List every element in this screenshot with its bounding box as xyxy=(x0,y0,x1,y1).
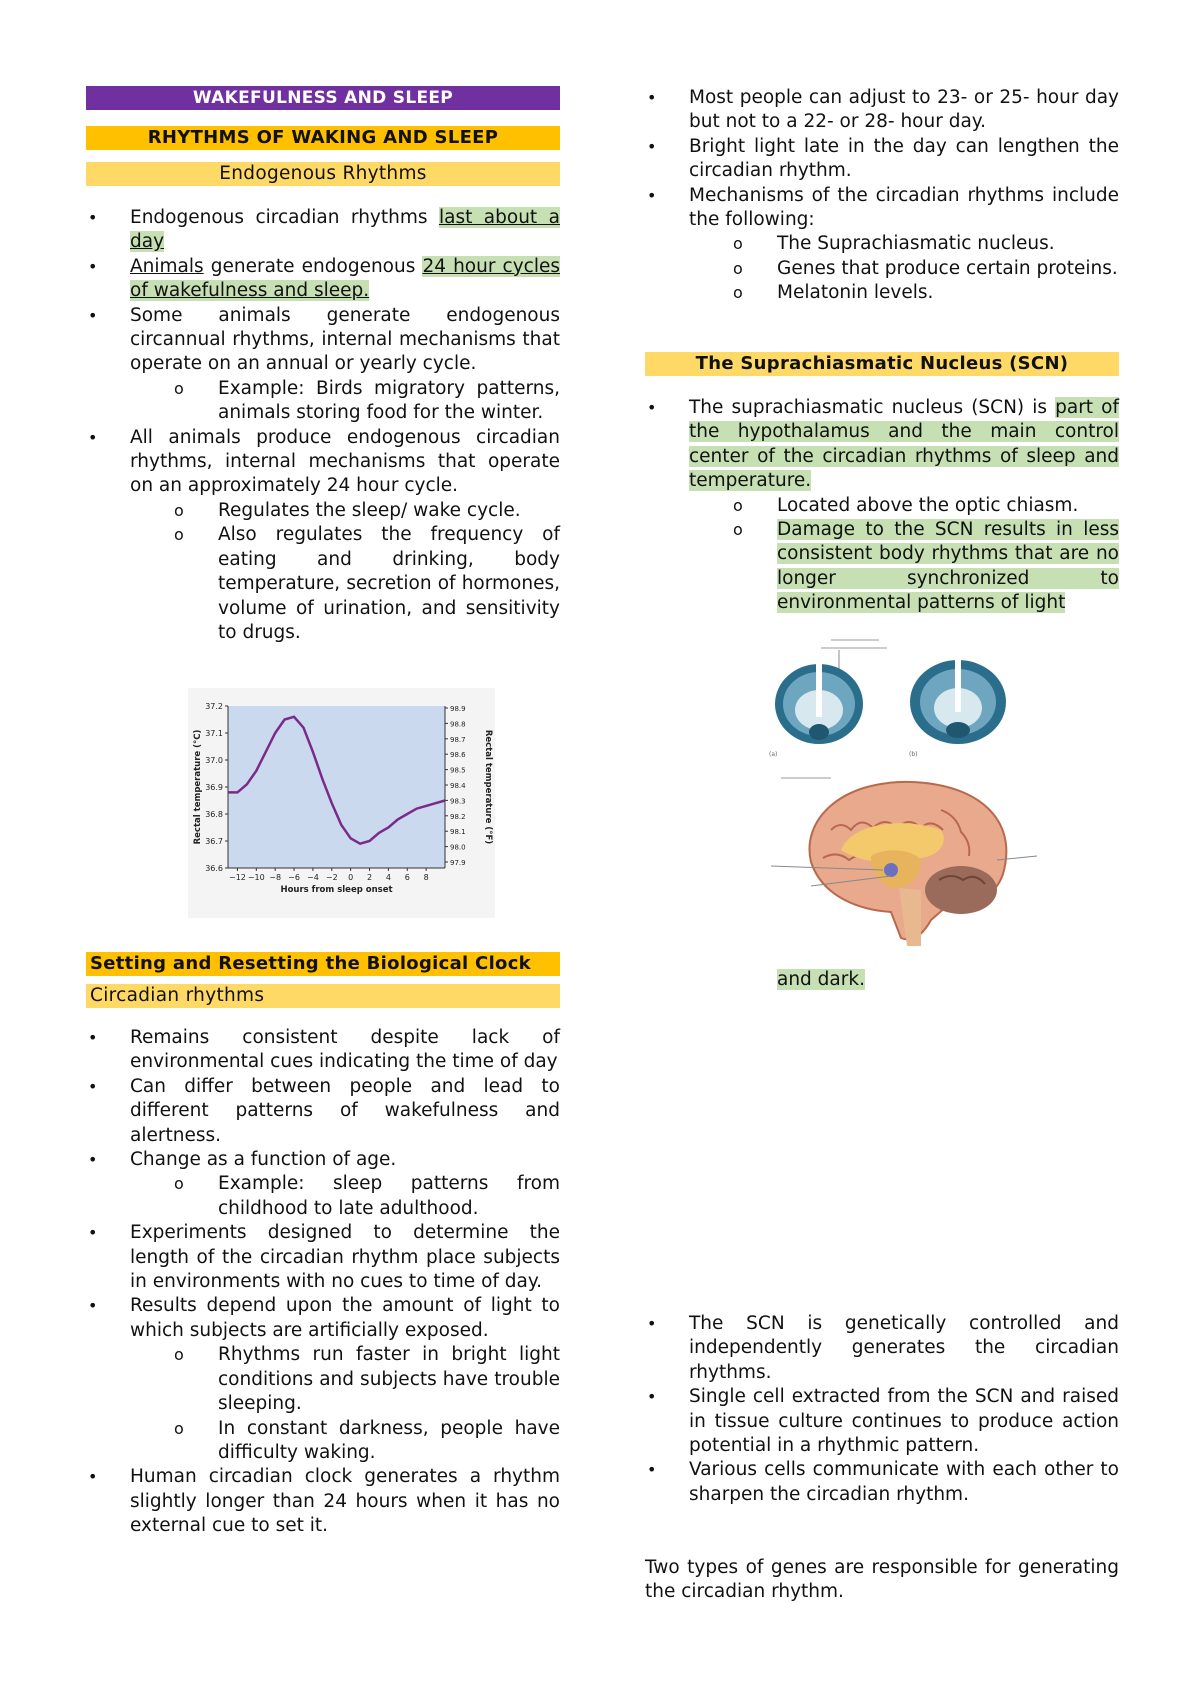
bullet-icon: • xyxy=(88,1296,98,1316)
page-title: WAKEFULNESS AND SLEEP xyxy=(86,86,560,110)
bullet-icon: • xyxy=(647,136,657,156)
subheading-endogenous: Endogenous Rhythms xyxy=(86,162,560,186)
x-tick-label: −2 xyxy=(325,873,338,882)
sub-list-item: o Example: Birds migratory patterns, animals storing food for the winter. xyxy=(174,377,560,424)
circle-bullet-icon: o xyxy=(733,495,743,515)
list-item: • Various cells communicate with each other to sharpen the circadian rhythm. xyxy=(647,1459,1119,1505)
x-tick-label: −6 xyxy=(288,873,300,882)
list-item: • Change as a function of age. xyxy=(86,1148,560,1172)
x-tick-label: −12 xyxy=(228,873,246,882)
sub-list-item: o Regulates the sleep/ wake cycle. xyxy=(86,499,560,523)
highlight: Damage to the SCN results in less consistent body rhythms that are no longer synchronized to environmental patterns of light xyxy=(777,519,1119,614)
scn-continued xyxy=(645,968,1119,992)
list-item: • Remains consistent despite lack of environmental cues indicating the time of day xyxy=(88,1027,560,1073)
x-tick-label: 8 xyxy=(423,873,429,882)
endogenous-list xyxy=(86,206,560,645)
y2-tick-label: 98.8 xyxy=(450,720,466,729)
sub-list-item: o Example: sleep patterns from childhood to late adulthood. xyxy=(174,1173,560,1219)
sub-list-continuation xyxy=(645,968,1119,992)
list-item: • Animals generate endogenous 24 hour cycles of wakefulness and sleep. xyxy=(88,255,560,302)
svg-text:(a): (a) xyxy=(769,751,778,758)
x-tick-label: −4 xyxy=(307,873,319,882)
bullet-icon: • xyxy=(647,1460,657,1480)
x-tick-label: 4 xyxy=(385,873,391,882)
list-item: • Results depend upon the amount of light to which subjects are artificially exposed. xyxy=(88,1295,560,1341)
sub-list-item: o Located above the optic chiasm. xyxy=(645,494,1119,518)
circle-bullet-icon: o xyxy=(733,234,743,254)
highlight: 24 hour cycles of wakefulness and sleep. xyxy=(130,255,560,302)
y2-tick-label: 97.9 xyxy=(450,859,466,867)
circle-bullet-icon: o xyxy=(174,525,184,545)
y-tick-label: 37.0 xyxy=(205,756,223,765)
x-tick-label: −10 xyxy=(247,873,265,882)
sub-list-item: o Also regulates the frequency of eating and drinking, body temperature, secretion of hormones, volume of urination, and sensitivity to drugs. xyxy=(174,524,560,643)
y2-tick-label: 98.5 xyxy=(450,766,466,775)
circle-bullet-icon: o xyxy=(174,1418,184,1438)
bullet-icon: • xyxy=(88,305,98,325)
bullet-icon: • xyxy=(647,88,657,107)
bullet-icon: • xyxy=(647,1314,657,1333)
bullet-icon: • xyxy=(647,1387,657,1407)
y2-tick-label: 98.2 xyxy=(450,812,466,821)
bullet-icon: • xyxy=(88,1028,98,1047)
list-item: • The suprachiasmatic nucleus (SCN) is part of the hypothalamus and the main control center of the circadian rhythms of sleep and temperature. xyxy=(647,397,1119,492)
y-tick-label: 36.7 xyxy=(205,837,223,846)
bullet-icon: • xyxy=(88,427,98,447)
y2-axis-label: Rectal temperature (°F) xyxy=(483,729,493,845)
closing-paragraph xyxy=(645,1556,1119,1605)
y-tick-label: 37.1 xyxy=(205,729,223,738)
x-tick-label: 0 xyxy=(348,873,354,882)
bullet-icon: • xyxy=(88,1223,98,1243)
subheading-circadian: Circadian rhythms xyxy=(86,984,560,1008)
scn-list xyxy=(645,396,1119,616)
highlight: last about a day xyxy=(130,207,560,253)
bullet-icon: • xyxy=(647,185,657,205)
temperature-chart xyxy=(188,688,495,918)
list-item: • Human circadian clock generates a rhythm slightly longer than 24 hours when it has no external cue to set it. xyxy=(88,1466,560,1537)
circle-bullet-icon: o xyxy=(174,1174,184,1194)
y2-tick-label: 98.6 xyxy=(450,751,466,760)
x-tick-label: 6 xyxy=(404,873,410,882)
x-tick-label: −8 xyxy=(269,873,282,882)
bullet-icon: • xyxy=(88,1076,98,1096)
bullet-icon: • xyxy=(88,208,98,227)
list-item: • Most people can adjust to 23- or 25- hour day but not to a 22- or 28- hour day. xyxy=(647,87,1119,133)
y-axis-label: Rectal temperature (°C) xyxy=(193,729,203,845)
circadian-list xyxy=(86,1026,560,1539)
list-item: • The SCN is genetically controlled and independently generates the circadian rhythms. xyxy=(647,1313,1119,1383)
sub-list-item: o Melatonin levels. xyxy=(645,281,1119,305)
circle-bullet-icon: o xyxy=(174,500,184,520)
temperature-chart-figure xyxy=(188,688,495,918)
list-item: • Endogenous circadian rhythms last about a day xyxy=(88,207,560,253)
svg-text:(b): (b) xyxy=(909,751,918,758)
list-item: • Bright light late in the day can lengthen the circadian rhythm. xyxy=(647,135,1119,182)
circle-bullet-icon: o xyxy=(733,258,743,278)
paragraph: Two types of genes are responsible for generating the circadian rhythm. xyxy=(645,1557,1119,1603)
y2-tick-label: 98.0 xyxy=(450,843,466,852)
bullet-icon: • xyxy=(88,256,98,276)
y-tick-label: 37.2 xyxy=(205,702,223,711)
list-item: • Some animals generate endogenous circannual rhythms, internal mechanisms that operate on an annual or yearly cycle. xyxy=(88,304,560,375)
highlight: part of the hypothalamus and the main control center of the circadian rhythms of sleep and temperature. xyxy=(689,397,1119,492)
bullet-icon: • xyxy=(647,398,657,417)
adjustment-list xyxy=(645,86,1119,306)
scn-genetics-list xyxy=(645,1312,1119,1507)
bullet-icon: • xyxy=(88,1150,98,1170)
brain-sagittal-image xyxy=(771,770,1037,950)
y2-tick-label: 98.7 xyxy=(450,735,466,744)
sub-list-item: o Rhythms run faster in bright light conditions and subjects have trouble sleeping. xyxy=(174,1344,560,1415)
y-tick-label: 36.6 xyxy=(205,864,223,873)
brain-slices-figure xyxy=(769,632,1039,760)
highlight: and dark. xyxy=(777,969,865,990)
y2-tick-label: 98.9 xyxy=(450,705,466,713)
section-heading-scn: The Suprachiasmatic Nucleus (SCN) xyxy=(645,352,1119,376)
list-item: • Experiments designed to determine the length of the circadian rhythm place subjects in environments with no cues to time of day. xyxy=(88,1222,560,1293)
circle-bullet-icon: o xyxy=(174,1345,184,1365)
y-tick-label: 36.8 xyxy=(205,810,223,819)
x-axis-label: Hours from sleep onset xyxy=(280,885,393,895)
sub-list-item: o The Suprachiasmatic nucleus. xyxy=(645,232,1119,256)
sub-list-item xyxy=(645,518,1119,616)
circle-bullet-icon: o xyxy=(174,378,184,398)
brain-sagittal-figure xyxy=(771,770,1037,950)
circle-bullet-icon: o xyxy=(733,283,743,303)
circle-bullet-icon: o xyxy=(733,520,743,540)
section-heading-rhythms: RHYTHMS OF WAKING AND SLEEP xyxy=(86,126,560,150)
y2-tick-label: 98.3 xyxy=(450,797,466,806)
plot-area xyxy=(228,706,445,868)
bullet-icon: • xyxy=(88,1467,98,1487)
x-tick-label: 2 xyxy=(366,873,373,882)
y-tick-label: 36.9 xyxy=(205,783,223,792)
sub-list-item: o In constant darkness, people have difficulty waking. xyxy=(174,1417,560,1463)
section-heading-biological-clock: Setting and Resetting the Biological Clock xyxy=(86,952,560,976)
sub-list-item: o Genes that produce certain proteins. xyxy=(645,257,1119,281)
y2-tick-label: 98.1 xyxy=(450,828,466,837)
list-item: • Mechanisms of the circadian rhythms include the following: xyxy=(647,184,1119,231)
y2-tick-label: 98.4 xyxy=(450,782,466,790)
list-item: • All animals produce endogenous circadian rhythms, internal mechanisms that operate on an approximately 24 hour cycle. xyxy=(88,426,560,497)
brain-slices-image xyxy=(769,632,1039,760)
list-item: • Single cell extracted from the SCN and raised in tissue culture continues to produce action potential in a rhythmic pattern. xyxy=(647,1386,1119,1457)
list-item: • Can differ between people and lead to different patterns of wakefulness and alertness. xyxy=(88,1075,560,1146)
